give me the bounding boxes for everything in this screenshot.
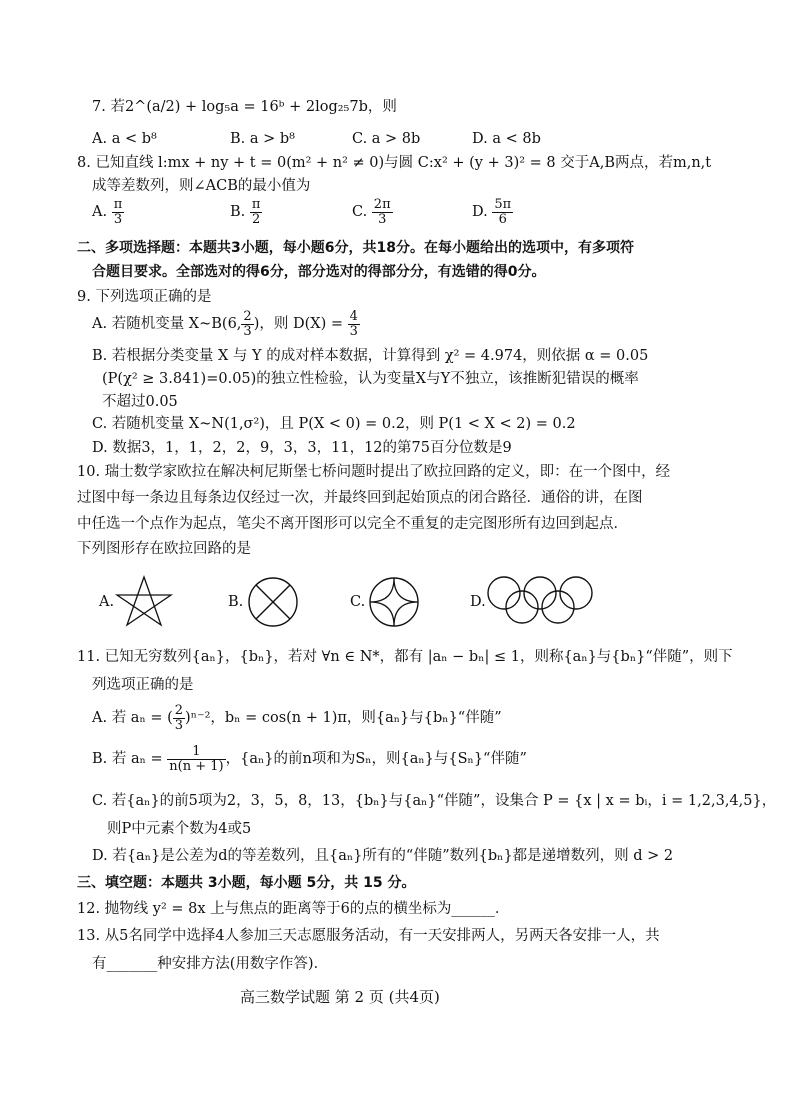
q8-option-a: A. $\frac{\pi}{3}$ [92,197,123,227]
q13-stem-line2: 有_______种安排方法(用数字作答)． [92,956,329,972]
pentagram-figure [114,574,174,628]
q9-option-a: A. 若随机变量 X~B(6, $\frac{2}{3}$ )，则 D(X) = $\frac{4}{3}$ [92,309,358,339]
q11-option-c-line1: C. 若{aₙ}的前5项为2，3，5，8，13，{bₙ}与{aₙ}“伴随”，设集合 P = {x | x = bᵢ，i = 1,2,3,4,5}， [92,793,777,809]
q8-option-c: C. $\frac{2\pi}{3}$ [352,197,391,227]
q8-option-d: D. $\frac{5\pi}{6}$ [472,197,512,227]
q9-option-c: C. 若随机变量 X~N(1,σ²)，且 P(X < 0) = 0.2，则 P(1 < X < 2) = 0.2 [92,416,576,432]
q8-stem-line1: 8. 已知直线 l:mx + ny + t = 0(m² + n² ≠ 0)与圆 C:x² + (y + 3)² = 8 交于A,B两点，若m,n,t [77,155,712,171]
circle-with-x-figure [246,575,300,629]
q10-label-a: A. [99,594,115,610]
q11-stem-line2: 列选项正确的是 [92,677,194,693]
page-footer: 高三数学试题 第 2 页 (共4页) [240,988,440,1006]
q11-option-d: D. 若{aₙ}是公差为d的等差数列，且{aₙ}所有的“伴随”数列{bₙ}都是递增数列，则 d > 2 [92,848,674,864]
q10-label-c: C. [350,594,366,610]
q10-stem-line1: 10. 瑞士数学家欧拉在解决柯尼斯堡七桥问题时提出了欧拉回路的定义，即：在一个图中，经 [77,464,671,480]
olympic-rings-figure [486,575,598,625]
q11-option-b: B. 若 aₙ = $\frac{1}{n(n + 1)}$ ，{aₙ}的前n项和为Sₙ，则{aₙ}与{Sₙ}“伴随” [92,744,527,774]
q10-stem-line2: 过图中每一条边且每条边仅经过一次，并最终回到起始顶点的闭合路径．通俗的讲，在图 [77,490,643,506]
section2-heading-line2: 合题目要求。全部选对的得6分，部分选对的得部分分，有选错的得0分。 [92,264,546,280]
q10-stem-line3: 中任选一个点作为起点，笔尖不离开图形可以完全不重复的走完图形所有边回到起点． [77,516,628,532]
q11-stem-line1: 11. 已知无穷数列{aₙ}，{bₙ}，若对 ∀n ∈ N*，都有 |aₙ − bₙ| ≤ 1，则称{aₙ}与{bₙ}“伴随”，则下 [77,649,733,665]
q9-option-d: D. 数据3，1，1，2，2，9，3，3，11，12的第75百分位数是9 [92,440,512,456]
q7-option-b: B. a > b⁸ [230,131,295,147]
q7-option-d: D. a < 8b [472,131,541,147]
section2-heading-line1: 二、多项选择题：本题共3小题，每小题6分，共18分。在每小题给出的选项中，有多项符 [77,240,634,256]
q8-option-b: B. $\frac{\pi}{2}$ [230,197,261,227]
q10-label-d: D. [470,594,486,610]
q10-label-b: B. [228,594,244,610]
q9-stem: 9. 下列选项正确的是 [77,289,212,305]
q7-option-c: C. a > 8b [352,131,421,147]
q9-option-b-line3: 不超过0.05 [102,394,178,410]
q13-stem-line1: 13. 从5名同学中选择4人参加三天志愿服务活动，有一天安排两人，另两天各安排一人，共 [77,928,660,944]
section3-heading: 三、填空题：本题共 3小题，每小题 5分，共 15 分。 [77,875,416,891]
q7-option-a: A. a < b⁸ [92,131,157,147]
q12-stem: 12. 抛物线 y² = 8x 上与焦点的距离等于6的点的横坐标为______． [77,901,510,917]
q11-option-c-line2: 则P中元素个数为4或5 [107,821,252,837]
q7-stem: 7. 若2^(a/2) + log₅a = 16ᵇ + 2log₂₅7b，则 [92,99,397,115]
q9-option-b-line2: (P(χ² ≥ 3.841)=0.05)的独立性检验，认为变量X与Y不独立，该推断犯错误的概率 [102,371,639,387]
q11-option-a: A. 若 aₙ = ( $\frac{2}{3}$ )ⁿ⁻²，bₙ = cos(n + 1)π，则{aₙ}与{bₙ}“伴随” [92,703,502,733]
circle-with-astroid-figure [367,575,421,629]
q9-option-b-line1: B. 若根据分类变量 X 与 Y 的成对样本数据，计算得到 χ² = 4.974，则依据 α = 0.05 [92,348,649,364]
q10-stem-line4: 下列图形存在欧拉回路的是 [77,541,251,557]
q8-stem-line2: 成等差数列，则∠ACB的最小值为 [92,178,311,194]
